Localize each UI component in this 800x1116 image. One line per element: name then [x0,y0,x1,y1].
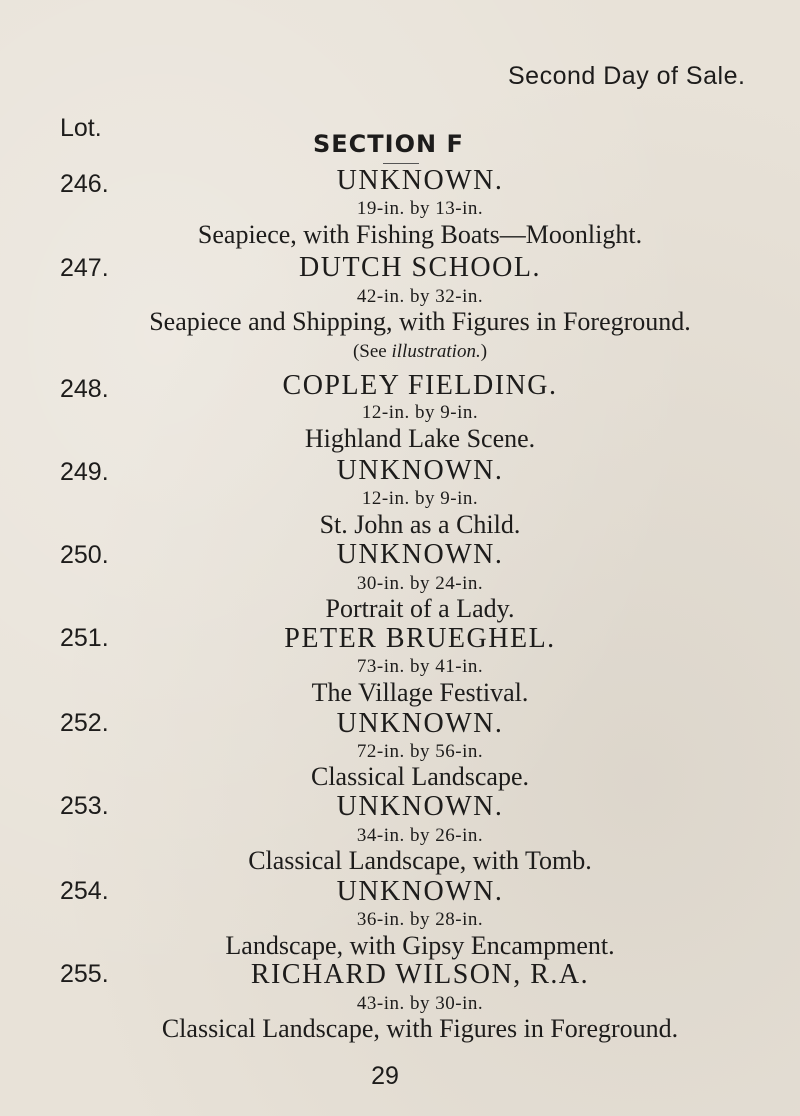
note-prefix: (See [352,341,392,362]
lot-artist: RICHARD WILSON, R.A. [250,959,590,990]
lot-number: 251. [60,624,109,652]
lot-number: 250. [60,541,109,569]
lot-note [250,341,590,363]
lot-dimensions: 12-in. by 9-in. [361,402,479,423]
lot-title: Portrait of a Lady. [325,594,515,623]
note-suffix: ) [480,341,488,362]
lot-number: 255. [60,960,109,988]
section-divider [383,163,419,164]
lot-artist: UNKNOWN. [336,708,504,739]
lot-dimensions: 19-in. by 13-in. [356,198,484,219]
lot-artist: COPLEY FIELDING. [282,370,558,401]
lot-title: Classical Landscape, with Figures in Foreground. [161,1014,679,1043]
lot-title: Seapiece and Shipping, with Figures in Foreground. [149,307,691,336]
lot-dimensions: 72-in. by 56-in. [356,741,484,762]
lot-title: Classical Landscape, with Tomb. [248,846,592,875]
lot-number: 247. [60,254,109,282]
lot-title: The Village Festival. [311,678,529,707]
lot-dimensions: 34-in. by 26-in. [356,825,484,846]
note-italic: illustration. [391,341,481,362]
lot-dimensions: 73-in. by 41-in. [356,656,484,677]
page-number: 29 [371,1062,399,1090]
lot-title: Seapiece, with Fishing Boats—Moonlight. [197,220,643,249]
lot-artist: UNKNOWN. [336,165,504,196]
lot-title: Highland Lake Scene. [304,424,536,453]
lot-number: 253. [60,792,109,820]
lot-number: 248. [60,375,109,403]
lot-number: 252. [60,709,109,737]
lot-title: Landscape, with Gipsy Encampment. [225,931,615,960]
lot-title: St. John as a Child. [319,510,521,539]
lot-dimensions: 36-in. by 28-in. [356,909,484,930]
lot-artist: UNKNOWN. [336,539,504,570]
lot-number: 249. [60,458,109,486]
lot-artist: UNKNOWN. [336,791,504,822]
lot-number: 254. [60,877,109,905]
page-header: Second Day of Sale. [508,62,746,90]
lot-artist: UNKNOWN. [336,455,504,486]
lot-artist: PETER BRUEGHEL. [284,623,556,654]
lot-dimensions: 42-in. by 32-in. [356,286,484,307]
lot-artist: UNKNOWN. [336,876,504,907]
lot-artist: DUTCH SCHOOL. [299,252,541,283]
lot-number: 246. [60,170,109,198]
lot-dimensions: 12-in. by 9-in. [361,488,479,509]
lot-dimensions: 43-in. by 30-in. [356,993,484,1014]
lot-dimensions: 30-in. by 24-in. [356,573,484,594]
lot-title: Classical Landscape. [310,762,530,791]
lot-column-heading: Lot. [60,114,102,142]
section-title: SECTION F [313,130,464,158]
